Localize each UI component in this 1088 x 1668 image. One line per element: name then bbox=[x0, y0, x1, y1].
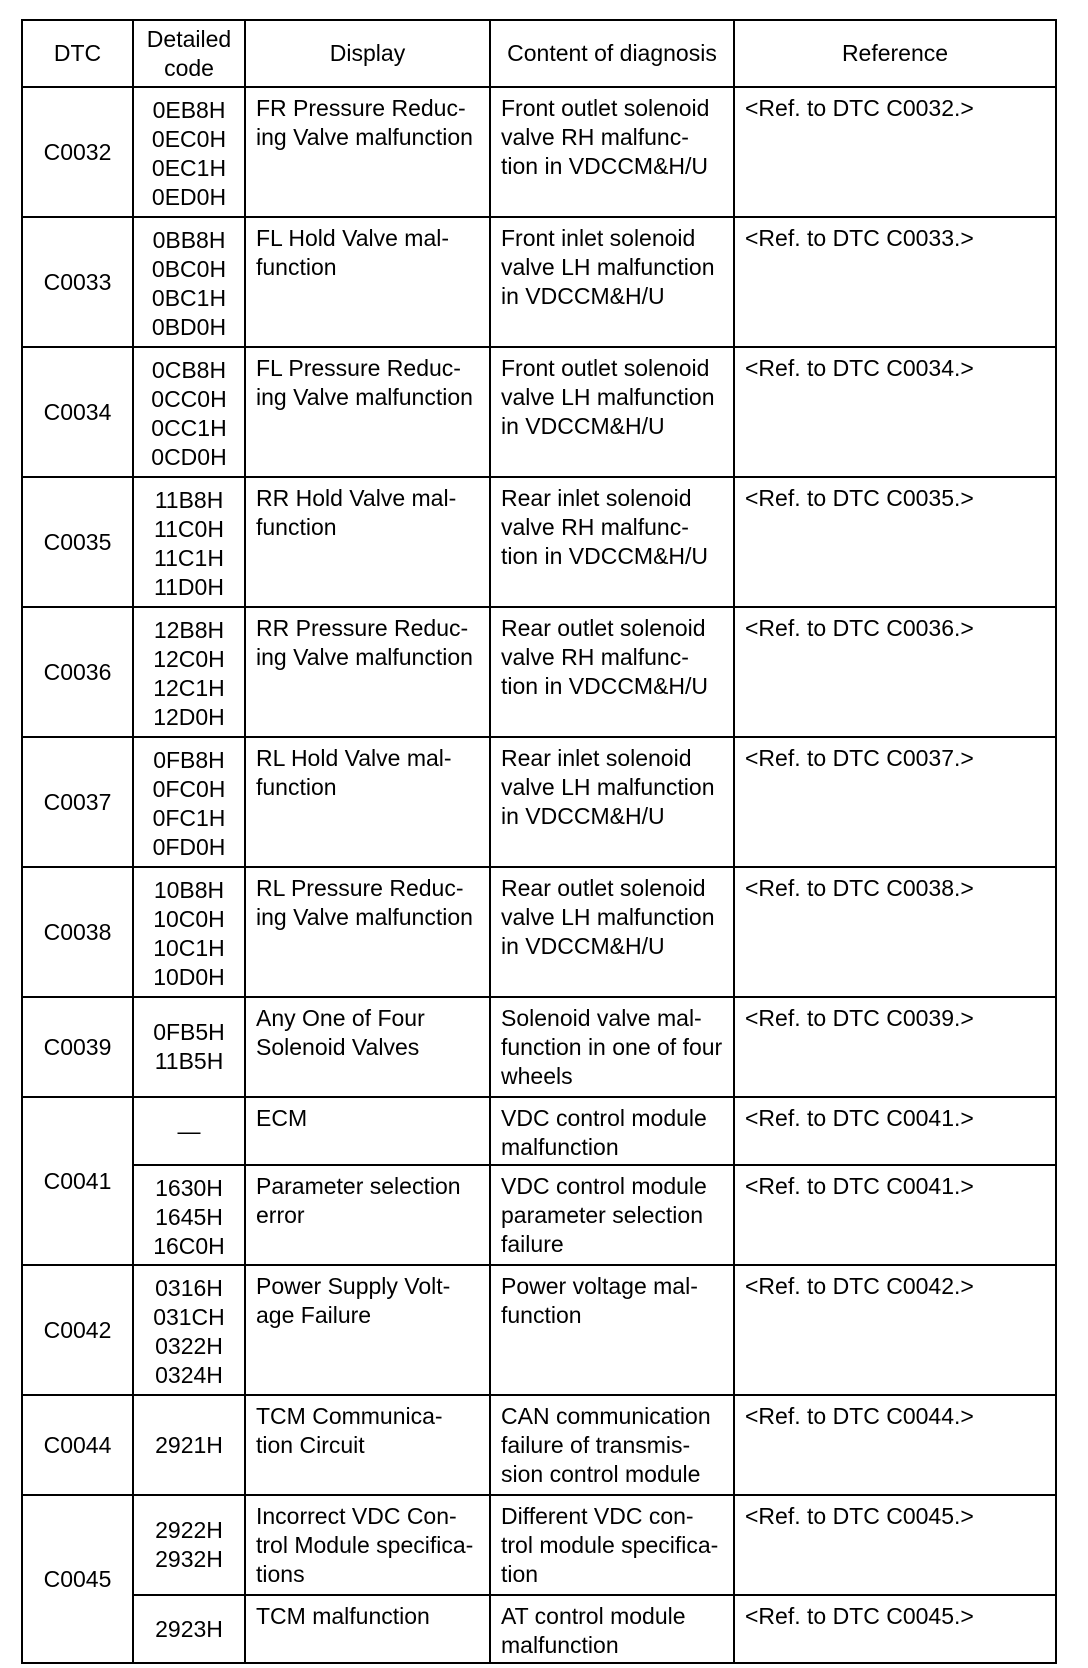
display-cell: Parameter selection error bbox=[245, 1165, 490, 1265]
table-row bbox=[22, 217, 1056, 347]
header-detailed-code: Detailed code bbox=[133, 20, 245, 87]
reference-cell: <Ref. to DTC C0034.> bbox=[734, 347, 1056, 477]
detailed-code-cell: 12B8H 12C0H 12C1H 12D0H bbox=[133, 607, 245, 737]
display-cell: TCM malfunction bbox=[245, 1595, 490, 1663]
reference-cell: <Ref. to DTC C0033.> bbox=[734, 217, 1056, 347]
content-cell: Rear inlet solenoid valve LH malfunction in VDCCM&H/U bbox=[490, 737, 734, 867]
display-cell: RL Pressure Reduc- ing Valve malfunction bbox=[245, 867, 490, 997]
header-reference: Reference bbox=[734, 20, 1056, 87]
detailed-code-cell: 11B8H 11C0H 11C1H 11D0H bbox=[133, 477, 245, 607]
dtc-cell: C0033 bbox=[22, 217, 133, 347]
display-cell: FL Pressure Reduc- ing Valve malfunction bbox=[245, 347, 490, 477]
dtc-cell: C0036 bbox=[22, 607, 133, 737]
detailed-code-cell: — bbox=[133, 1097, 245, 1165]
content-cell: Front inlet solenoid valve LH malfunction in VDCCM&H/U bbox=[490, 217, 734, 347]
dtc-table bbox=[21, 19, 1057, 1664]
table-row bbox=[22, 87, 1056, 217]
detailed-code-cell: 0EB8H 0EC0H 0EC1H 0ED0H bbox=[133, 87, 245, 217]
reference-cell: <Ref. to DTC C0039.> bbox=[734, 997, 1056, 1097]
content-cell: AT control module malfunction bbox=[490, 1595, 734, 1663]
reference-cell: <Ref. to DTC C0032.> bbox=[734, 87, 1056, 217]
header-dtc: DTC bbox=[22, 20, 133, 87]
dtc-cell: C0032 bbox=[22, 87, 133, 217]
reference-cell: <Ref. to DTC C0037.> bbox=[734, 737, 1056, 867]
content-cell: Rear outlet solenoid valve LH malfunction in VDCCM&H/U bbox=[490, 867, 734, 997]
detailed-code-cell: 10B8H 10C0H 10C1H 10D0H bbox=[133, 867, 245, 997]
table-row bbox=[22, 1165, 1056, 1265]
display-cell: RR Hold Valve mal- function bbox=[245, 477, 490, 607]
content-cell: Different VDC con- trol module specifica- tion bbox=[490, 1495, 734, 1595]
dtc-cell: C0035 bbox=[22, 477, 133, 607]
dtc-cell: C0042 bbox=[22, 1265, 133, 1395]
table-row bbox=[22, 347, 1056, 477]
display-cell: Any One of Four Solenoid Valves bbox=[245, 997, 490, 1097]
dtc-cell: C0044 bbox=[22, 1395, 133, 1495]
table-row bbox=[22, 1265, 1056, 1395]
display-cell: Incorrect VDC Con- trol Module specifica- tions bbox=[245, 1495, 490, 1595]
dtc-cell: C0034 bbox=[22, 347, 133, 477]
detailed-code-cell: 0FB5H 11B5H bbox=[133, 997, 245, 1097]
header-display: Display bbox=[245, 20, 490, 87]
reference-cell: <Ref. to DTC C0045.> bbox=[734, 1595, 1056, 1663]
table-row bbox=[22, 1595, 1056, 1663]
detailed-code-cell: 0CB8H 0CC0H 0CC1H 0CD0H bbox=[133, 347, 245, 477]
content-cell: Power voltage mal- function bbox=[490, 1265, 734, 1395]
reference-cell: <Ref. to DTC C0038.> bbox=[734, 867, 1056, 997]
reference-cell: <Ref. to DTC C0041.> bbox=[734, 1165, 1056, 1265]
table-row bbox=[22, 867, 1056, 997]
table-row bbox=[22, 1097, 1056, 1165]
dtc-cell: C0038 bbox=[22, 867, 133, 997]
detailed-code-cell: 0BB8H 0BC0H 0BC1H 0BD0H bbox=[133, 217, 245, 347]
content-cell: Solenoid valve mal- function in one of four wheels bbox=[490, 997, 734, 1097]
display-cell: RL Hold Valve mal- function bbox=[245, 737, 490, 867]
content-cell: Rear outlet solenoid valve RH malfunc- tion in VDCCM&H/U bbox=[490, 607, 734, 737]
content-cell: CAN communication failure of transmis- sion control module bbox=[490, 1395, 734, 1495]
dtc-cell: C0037 bbox=[22, 737, 133, 867]
table-row bbox=[22, 997, 1056, 1097]
table-row bbox=[22, 1395, 1056, 1495]
detailed-code-cell: 1630H 1645H 16C0H bbox=[133, 1165, 245, 1265]
reference-cell: <Ref. to DTC C0042.> bbox=[734, 1265, 1056, 1395]
detailed-code-cell: 2922H 2932H bbox=[133, 1495, 245, 1595]
reference-cell: <Ref. to DTC C0044.> bbox=[734, 1395, 1056, 1495]
content-cell: Rear inlet solenoid valve RH malfunc- tion in VDCCM&H/U bbox=[490, 477, 734, 607]
display-cell: FR Pressure Reduc- ing Valve malfunction bbox=[245, 87, 490, 217]
dtc-cell: C0041 bbox=[22, 1097, 133, 1265]
content-cell: Front outlet solenoid valve RH malfunc- tion in VDCCM&H/U bbox=[490, 87, 734, 217]
display-cell: ECM bbox=[245, 1097, 490, 1165]
table-row bbox=[22, 737, 1056, 867]
content-cell: Front outlet solenoid valve LH malfunction in VDCCM&H/U bbox=[490, 347, 734, 477]
table-row bbox=[22, 607, 1056, 737]
reference-cell: <Ref. to DTC C0035.> bbox=[734, 477, 1056, 607]
display-cell: TCM Communica- tion Circuit bbox=[245, 1395, 490, 1495]
display-cell: Power Supply Volt- age Failure bbox=[245, 1265, 490, 1395]
reference-cell: <Ref. to DTC C0045.> bbox=[734, 1495, 1056, 1595]
dtc-cell: C0039 bbox=[22, 997, 133, 1097]
detailed-code-cell: 0FB8H 0FC0H 0FC1H 0FD0H bbox=[133, 737, 245, 867]
content-cell: VDC control module malfunction bbox=[490, 1097, 734, 1165]
display-cell: RR Pressure Reduc- ing Valve malfunction bbox=[245, 607, 490, 737]
header-content-of-diagnosis: Content of diagnosis bbox=[490, 20, 734, 87]
display-cell: FL Hold Valve mal- function bbox=[245, 217, 490, 347]
table-row bbox=[22, 1495, 1056, 1595]
detailed-code-cell: 0316H 031CH 0322H 0324H bbox=[133, 1265, 245, 1395]
content-cell: VDC control module parameter selection failure bbox=[490, 1165, 734, 1265]
reference-cell: <Ref. to DTC C0036.> bbox=[734, 607, 1056, 737]
reference-cell: <Ref. to DTC C0041.> bbox=[734, 1097, 1056, 1165]
dtc-cell: C0045 bbox=[22, 1495, 133, 1663]
detailed-code-cell: 2921H bbox=[133, 1395, 245, 1495]
table-row bbox=[22, 477, 1056, 607]
table-header-row bbox=[22, 20, 1056, 87]
detailed-code-cell: 2923H bbox=[133, 1595, 245, 1663]
